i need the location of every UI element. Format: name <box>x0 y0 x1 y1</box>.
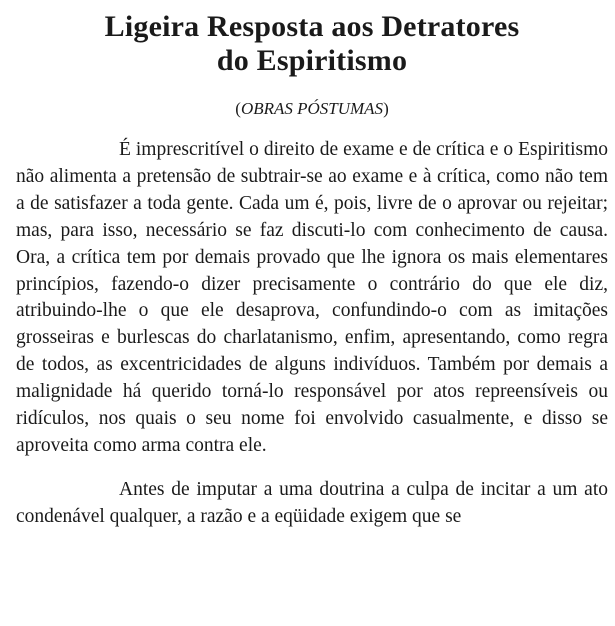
source-title: OBRAS PÓSTUMAS <box>240 99 384 118</box>
title-line-2: do Espiritismo <box>216 44 408 77</box>
paragraph-2-text: Antes de imputar a uma doutrina a culpa de incitar a um ato condenável qualquer, a razão e a eqüidade exigem que se <box>16 478 608 527</box>
source-reference <box>16 99 608 119</box>
paragraph-1-text: É imprescritível o direito de exame e de crítica e o Espiritismo não alimenta a pretensão de subtrair-se ao exame e à crítica, como não tem a de satisfazer a toda gente. Cada um é, pois, livre de o aprovar ou rejeitar; mas, para isso, necessário se faz discuti-lo com conhecimento de causa. Ora, a crítica tem por demais provado que lhe ignora os mais elementares princípios, fazendo-o dizer precisamente o contrário do que ele diz, atribuindo-lhe o que ele desaprova, confundindo-o com as imitações grosseiras e burlescas do charlatanismo, enfim, apresentando, como regra de todos, as excentricidades de alguns indivíduos. Também por demais a malignidade há querido torná-lo responsável por atos repreensíveis ou ridículos, nos quais o seu nome foi envolvido casualmente, e disso se aproveita como arma contra ele. <box>16 139 608 456</box>
document-title <box>16 10 608 78</box>
document-page <box>16 0 608 531</box>
body-paragraph-1 <box>16 137 608 460</box>
source-open-paren: ( <box>235 99 241 118</box>
body-paragraph-2 <box>16 477 608 531</box>
title-line-1: Ligeira Resposta aos Detratores <box>104 10 520 43</box>
source-close-paren: ) <box>383 99 389 118</box>
